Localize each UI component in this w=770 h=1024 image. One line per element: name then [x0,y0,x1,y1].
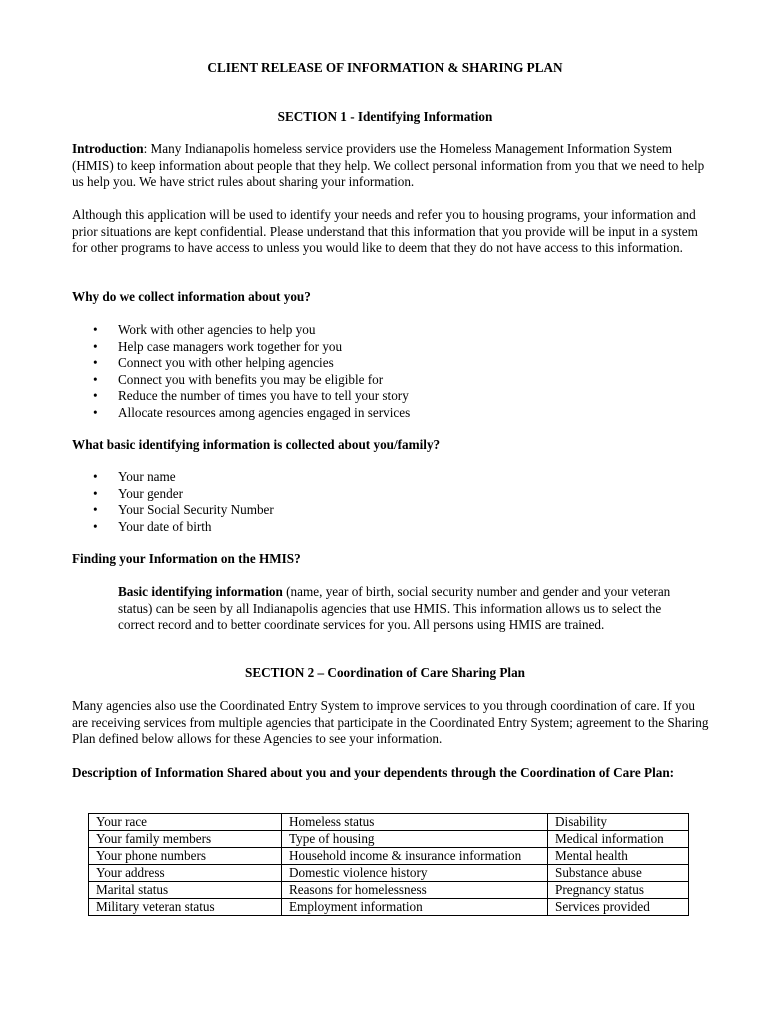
table-cell: Substance abuse [548,865,689,882]
document-title: CLIENT RELEASE OF INFORMATION & SHARING PLAN [207,60,563,75]
table-cell: Marital status [89,882,282,899]
table-cell: Type of housing [282,831,548,848]
list-item: • Connect you with other helping agencies [93,355,334,370]
table-cell: Mental health [548,848,689,865]
list-item: • Your name [93,469,176,484]
table-cell: Disability [548,814,689,831]
list-item: • Connect you with benefits you may be eligible for [93,371,384,387]
bullet: • [93,388,98,403]
table-cell: Household income & insurance information [282,848,548,865]
table-cell: Employment information [282,899,548,916]
basic-info-heading: What basic identifying information is collected about you/family? [72,437,441,452]
table-cell: Military veteran status [89,899,282,916]
bullet: • [93,355,98,370]
list-item: • Work with other agencies to help you [93,322,316,337]
list-item: • Your Social Security Number [93,502,274,517]
description-heading: Description of Information Shared about you and your dependents through the Coordination of Care Plan: [72,765,675,780]
table-cell: Homeless status [282,814,548,831]
table-cell: Medical information [548,831,689,848]
finding-heading: Finding your Information on the HMIS? [72,551,301,566]
list-item: • Help case managers work together for you [93,338,343,354]
table-row [89,814,689,831]
intro-text: : Many Indianapolis homeless service providers use the Homeless Management Information System (HMIS) to keep information about people that they help. We collect personal information from you that we need to help us help you. We have strict rules about sharing your information. [72,141,705,189]
finding-paragraph [118,584,678,634]
intro-label: Introduction [72,141,144,156]
list-item: • Your date of birth [93,518,212,534]
finding-text: (name, year of birth, social security number and gender and your veteran status) can be seen by all Indianapolis agencies that use HMIS. This information allows us to select the correct record and to better coordinate services for you. All persons using HMIS are trained. [118,584,671,632]
bullet: • [93,338,98,354]
bullet: • [93,502,98,517]
why-list [72,322,712,421]
bullet: • [93,371,98,387]
table-cell: Pregnancy status [548,882,689,899]
table-row [89,831,689,848]
bullet: • [93,322,98,337]
section2-heading: SECTION 2 – Coordination of Care Sharing Plan [244,665,526,680]
table-cell: Your race [89,814,282,831]
table-row [89,882,689,899]
why-heading: Why do we collect information about you? [72,289,311,304]
confidentiality-paragraph: Although this application will be used to identify your needs and refer you to housing programs, your information and prior situations are kept confidential. Please understand that this information that you provide will be input in a system for other programs to have access to unless you would like to deem that they do not have access to this information. [72,207,698,255]
table-cell: Your phone numbers [89,848,282,865]
list-item: • Reduce the number of times you have to tell your story [93,388,409,403]
table-cell: Reasons for homelessness [282,882,548,899]
table-cell: Your address [89,865,282,882]
section1-heading: SECTION 1 - Identifying Information [277,109,493,124]
finding-bold-lead: Basic identifying information [118,584,283,599]
list-item: • Allocate resources among agencies engaged in services [93,404,411,420]
table-row [89,899,689,916]
bullet: • [93,485,98,501]
basic-info-list [72,469,712,535]
bullet: • [93,404,98,420]
table-row [89,865,689,882]
intro-paragraph [72,141,712,191]
table-cell: Your family members [89,831,282,848]
table-cell: Services provided [548,899,689,916]
table-cell: Domestic violence history [282,865,548,882]
shared-info-table [88,813,689,916]
coordination-paragraph: Many agencies also use the Coordinated Entry System to improve services to you through coordination of care. If you are receiving services from multiple agencies that participate in the Coordinated Entry System; agreement to the Sharing Plan defined below allows for these Agencies to see your information. [72,698,709,746]
list-item: • Your gender [93,485,183,501]
bullet: • [93,469,98,484]
bullet: • [93,518,98,534]
table-row [89,848,689,865]
